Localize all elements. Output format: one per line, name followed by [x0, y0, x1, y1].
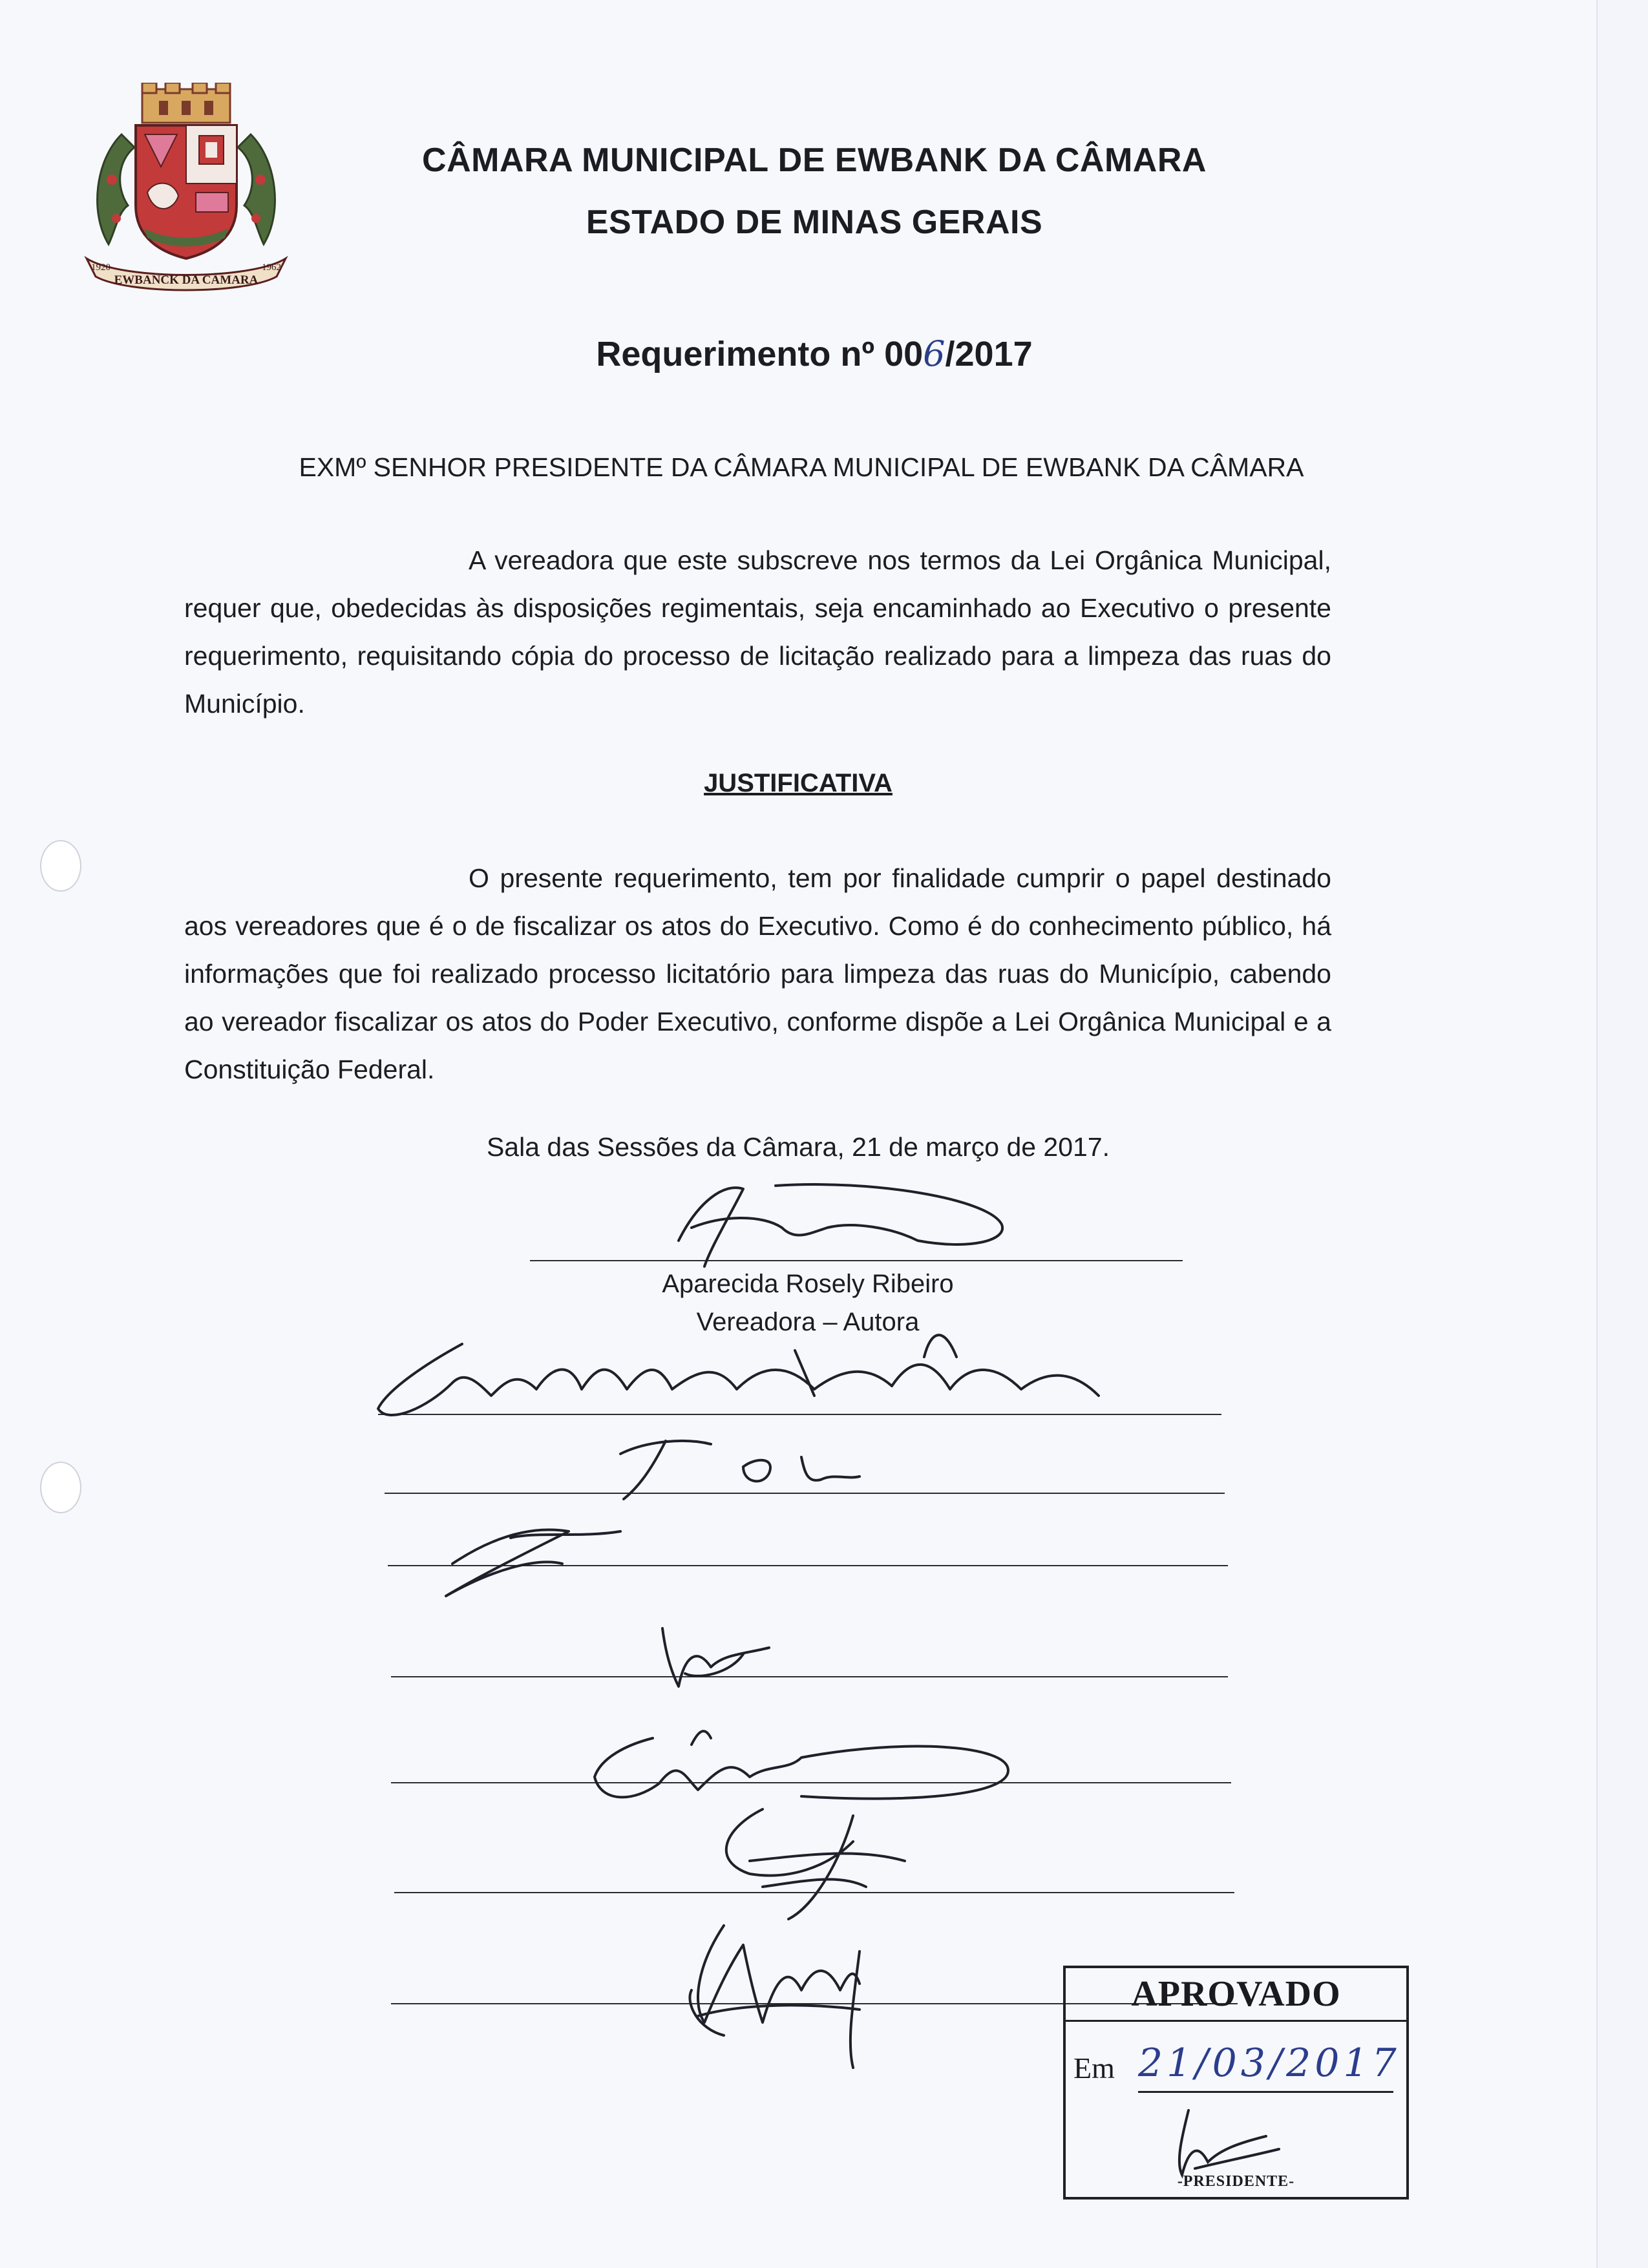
signature-line [378, 1414, 1221, 1415]
title-suffix: /2017 [945, 335, 1033, 373]
binder-hole [40, 1462, 81, 1513]
president-signature [1137, 2097, 1344, 2181]
stamp-role: -PRESIDENTE- [1177, 2173, 1295, 2190]
stamp-title: APROVADO [1131, 1974, 1341, 2014]
stamp-date-line [1138, 2091, 1393, 2093]
title-handwritten-digit: 6 [923, 333, 945, 374]
stamp-divider [1066, 2020, 1406, 2022]
stamp-date-prefix: Em [1073, 2052, 1115, 2084]
stamp-date: 21/03/2017 [1138, 2041, 1400, 2086]
author-signature-line [530, 1260, 1183, 1261]
addressee-line: EXMº SENHOR PRESIDENTE DA CÂMARA MUNICIPAL DE EWBANK DA CÂMARA [299, 452, 1304, 482]
signature-line [388, 1565, 1228, 1566]
signature-line [394, 1892, 1234, 1893]
signature-line [391, 1676, 1228, 1677]
crest-year-right: 1962 [262, 262, 281, 273]
justification-heading: JUSTIFICATIVA [704, 769, 893, 797]
header-chamber-name: CÂMARA MUNICIPAL DE EWBANK DA CÂMARA [422, 142, 1207, 179]
binder-hole [40, 840, 81, 892]
document-title [362, 333, 1267, 374]
author-name: Aparecida Rosely Ribeiro [662, 1270, 954, 1298]
title-prefix: Requerimento nº 00 [596, 335, 924, 373]
place-date-line: Sala das Sessões da Câmara, 21 de março de 2017. [486, 1132, 1110, 1162]
approval-stamp [1063, 1966, 1409, 2200]
signature-line [391, 1782, 1231, 1783]
request-paragraph: A vereadora que este subscreve nos termos da Lei Orgânica Municipal, requer que, obedecidas às disposições regimentais, seja encaminhado ao Executivo o presente requerimento, requisitando cópia do processo de licitação realizado para a limpeza das ruas do Município. [184, 545, 1331, 719]
crest-ribbon-text: EWBANCK DA CÂMARA [114, 273, 259, 287]
header-state-name: ESTADO DE MINAS GERAIS [586, 204, 1043, 241]
municipal-crest-logo [83, 83, 290, 296]
justification-paragraph: O presente requerimento, tem por finalidade cumprir o papel destinado aos vereadores que é o de fiscalizar os atos do Executivo. Como é do conhecimento público, há informações que foi realizado processo licitatório para limpeza das ruas do Município, cabendo ao vereador fiscalizar os atos do Poder Executivo, conforme dispõe a Lei Orgânica Municipal e a Constituição Federal. [184, 863, 1331, 1084]
author-role: Vereadora – Autora [696, 1308, 920, 1336]
crest-year-left: 1920 [91, 262, 111, 273]
signature-line [385, 1493, 1225, 1494]
